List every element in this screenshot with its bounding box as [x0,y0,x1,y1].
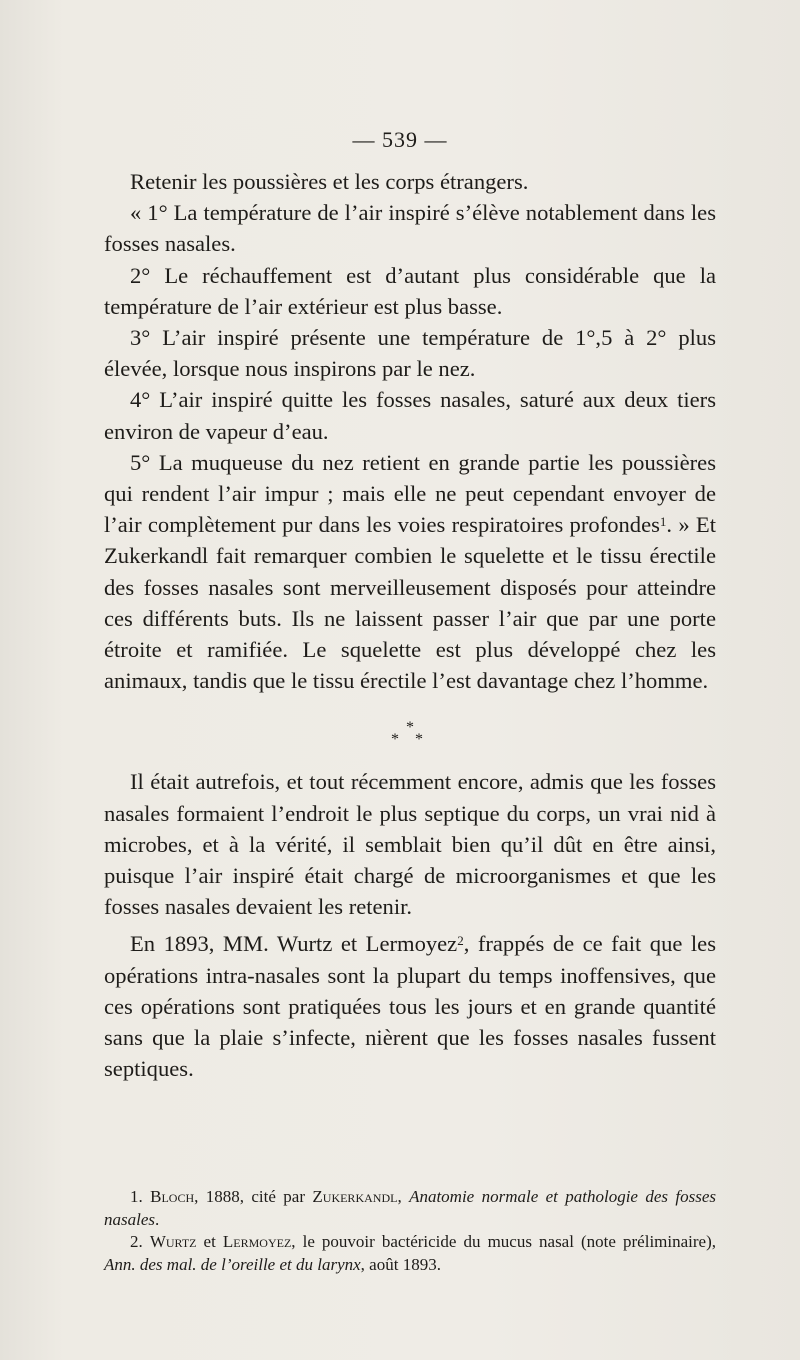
footnote-author: Zukerkandl [312,1187,398,1206]
footnote-text: et [196,1232,223,1252]
paragraph: 3° L’air inspiré présente une température de 1°,5 à 2° plus élevée, lorsque nous inspirons par le nez. [104,325,716,382]
footnote-number: 1. [130,1187,151,1206]
footnote-author: Lermoyez [222,1232,292,1252]
section-separator [104,696,716,766]
paragraph-text: , frappés de ce fait que les opérations intra-nasales sont la plupart du temps inoffensives, que ces opérations sont pratiquées tous les jours et en grande quantité sans que la plaie s’infecte, nièrent que les fosses nasales fussent septiques. [104,931,716,1082]
paragraph: 4° L’air inspiré quitte les fosses nasales, saturé aux deux tiers environ de vapeur d’eau. [104,387,716,444]
footnote-text: , le pouvoir bactéricide du mucus nasal (note préliminaire), [291,1232,716,1252]
footnote-number: 2. [130,1232,150,1252]
paragraph-text: En 1893, MM. Wurtz et Lermoyez [130,931,458,957]
paragraph: « 1° La température de l’air inspiré s’élève notablement dans les fosses nasales. [104,200,716,257]
asterism-bottom: * * [391,731,429,749]
footnote-title: Ann. des mal. de l’oreille et du larynx [104,1254,361,1274]
footnote [104,1186,716,1231]
footnote-ref: 1 [659,514,667,530]
footnotes [104,1186,716,1276]
footnote [104,1231,716,1276]
paragraph [104,447,716,697]
paragraph: Il était autrefois, et tout récemment encore, admis que les fosses nasales formaient l’endroit le plus septique du corps, un vrai nid à microbes, et à la vérité, il semblait bien qu’il dût en être ainsi, puisque l’air inspiré était chargé de microorganismes et que les fosses nasales devaient les retenir. [104,769,716,920]
footnote-text: , 1888, cité par [194,1187,313,1206]
footnote-author: Bloch [150,1187,195,1206]
page-number: — 539 — [352,127,448,152]
main-text [104,166,716,1084]
paragraph: Retenir les poussières et les corps étrangers. [130,169,529,194]
paragraph [104,928,716,1084]
footnote-ref: 2 [457,933,464,949]
footnote-title: Anatomie normale et pathologie des fosses nasales [104,1187,717,1229]
footnote-author: Wurtz [149,1232,197,1252]
paragraph: 2° Le réchauffement est d’autant plus considérable que la température de l’air extérieur est plus basse. [104,262,716,319]
footnote-text: , août 1893. [360,1254,441,1274]
footnote-text: . [155,1209,160,1229]
asterism-top: * [406,719,414,737]
paragraph-text: 5° La muqueuse du nez retient en grande partie les poussières qui rendent l’air impur ; mais elle ne peut cependant envoyer de l’air complètement pur dans les voies respiratoires profondes [104,449,716,538]
paragraph-text: . » Et Zukerkandl fait remarquer combien le squelette et le tissu érectile des fosses nasales sont merveilleusement disposés pour atteindre ces différents buts. Ils ne laissent passer l’air que par une porte étroite et ramifiée. Le squelette est plus développé chez les animaux, tandis que le tissu érectile l’est davantage chez l’homme. [104,512,717,694]
footnote-text: , [397,1187,410,1206]
